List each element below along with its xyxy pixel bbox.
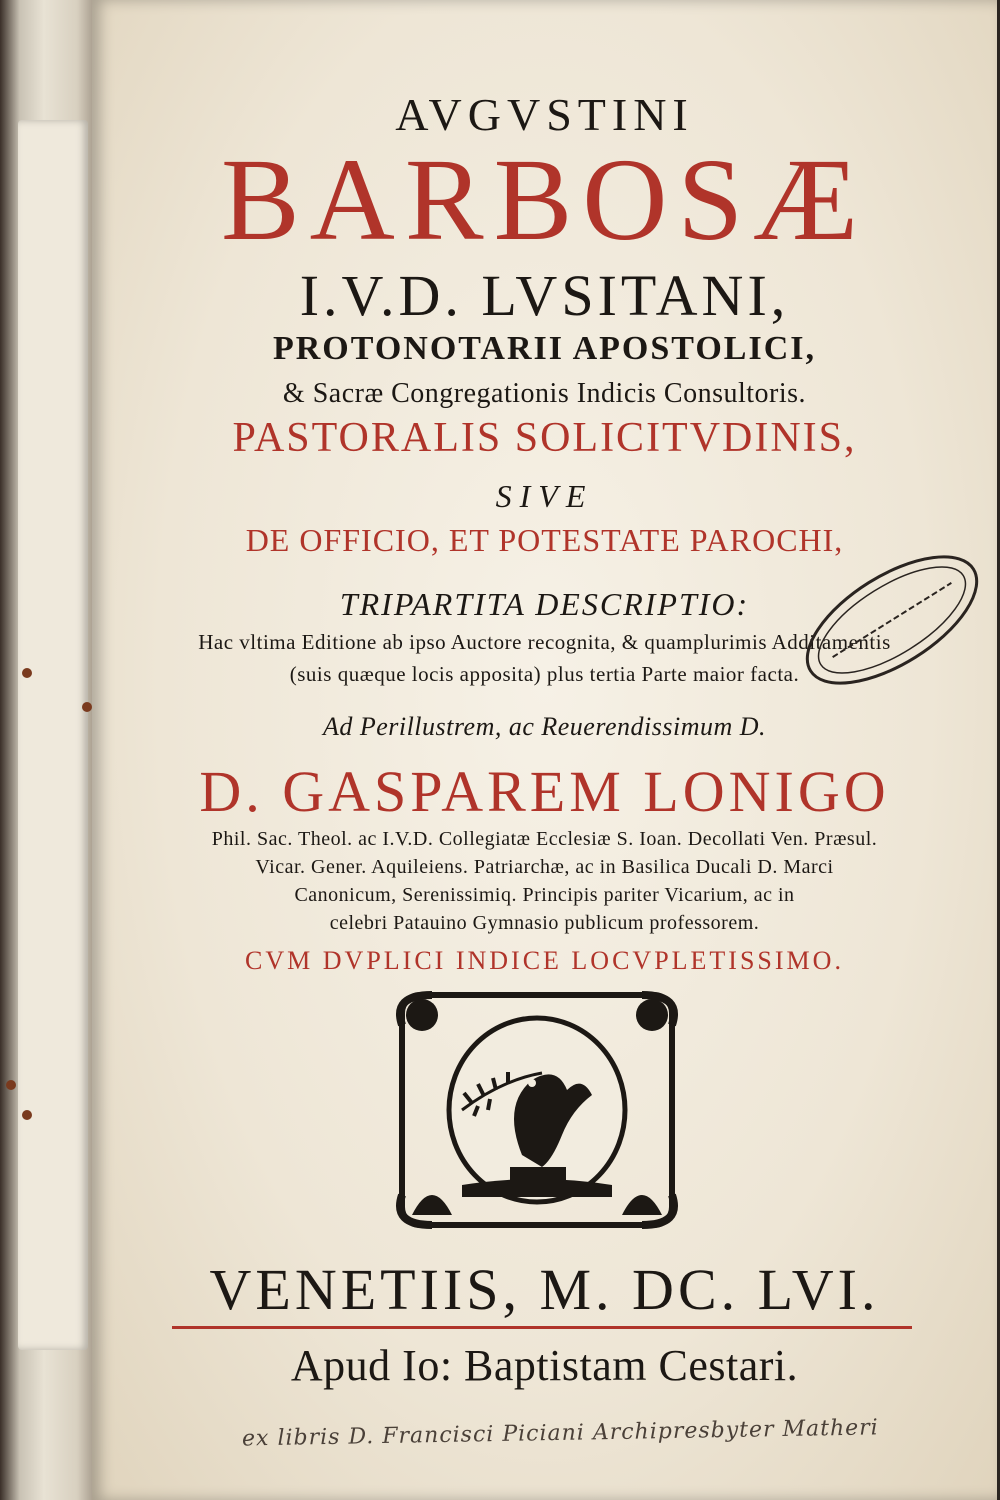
dedicatee-titles-1: Phil. Sac. Theol. ac I.V.D. Collegiatæ Ecclesiæ S. Ioan. Decollati Ven. Præsul.	[211, 828, 878, 850]
dedicatee-name: D. GASPAREM LONIGO	[199, 759, 890, 824]
printer-line: Apud Io: Baptistam Cestari.	[290, 1341, 799, 1390]
dedicatee-titles-3: Canonicum, Serenissimiq. Principis pariter Vicarium, ac in	[294, 884, 795, 906]
rust-spot	[22, 1110, 32, 1120]
edition-note-2: (suis quæque locis apposita) plus tertia Parte maior facta.	[289, 662, 800, 686]
index-line: CVM DVPLICI INDICE LOCVPLETISSIMO.	[245, 946, 844, 975]
author-last-name: BARBOSÆ	[220, 134, 869, 265]
rust-spot	[6, 1080, 16, 1090]
rust-spot	[82, 702, 92, 712]
dedication-line: Ad Perillustrem, ac Reuerendissimum D.	[322, 712, 767, 741]
tripartita-line: TRIPARTITA DESCRIPTIO:	[339, 586, 750, 622]
dedicatee-titles-2: Vicar. Gener. Aquileiens. Patriarchæ, ac in Basilica Ducali D. Marci	[255, 856, 834, 878]
spine-paper-edge	[18, 120, 88, 1350]
sive-connector: SIVE	[495, 478, 594, 514]
dedicatee-titles-4: celebri Patauino Gymnasio publicum professorem.	[329, 912, 760, 934]
author-degree: I.V.D. LVSITANI,	[299, 263, 790, 328]
imprint-place-date: VENETIIS, M. DC. LVI.	[209, 1257, 880, 1322]
book-title: PASTORALIS SOLICITVDINIS,	[232, 415, 857, 461]
author-first-name: AVGVSTINI	[395, 89, 694, 140]
title-page	[92, 0, 997, 1500]
bird-with-branch-ornament-icon	[392, 985, 682, 1235]
book-subtitle: DE OFFICIO, ET POTESTATE PAROCHI,	[245, 522, 844, 558]
handwritten-ownership-note: ex libris D. Francisci Piciani Archipresbyter Matheri	[241, 1415, 879, 1452]
rust-spot	[22, 668, 32, 678]
edition-note-1: Hac vltima Editione ab ipso Auctore recognita, & quamplurimis Additamentis	[198, 630, 891, 654]
divider-rule	[172, 1326, 912, 1329]
author-congregation: & Sacræ Congregationis Indicis Consultoris.	[282, 378, 807, 409]
author-office: PROTONOTARII APOSTOLICI,	[272, 330, 816, 367]
